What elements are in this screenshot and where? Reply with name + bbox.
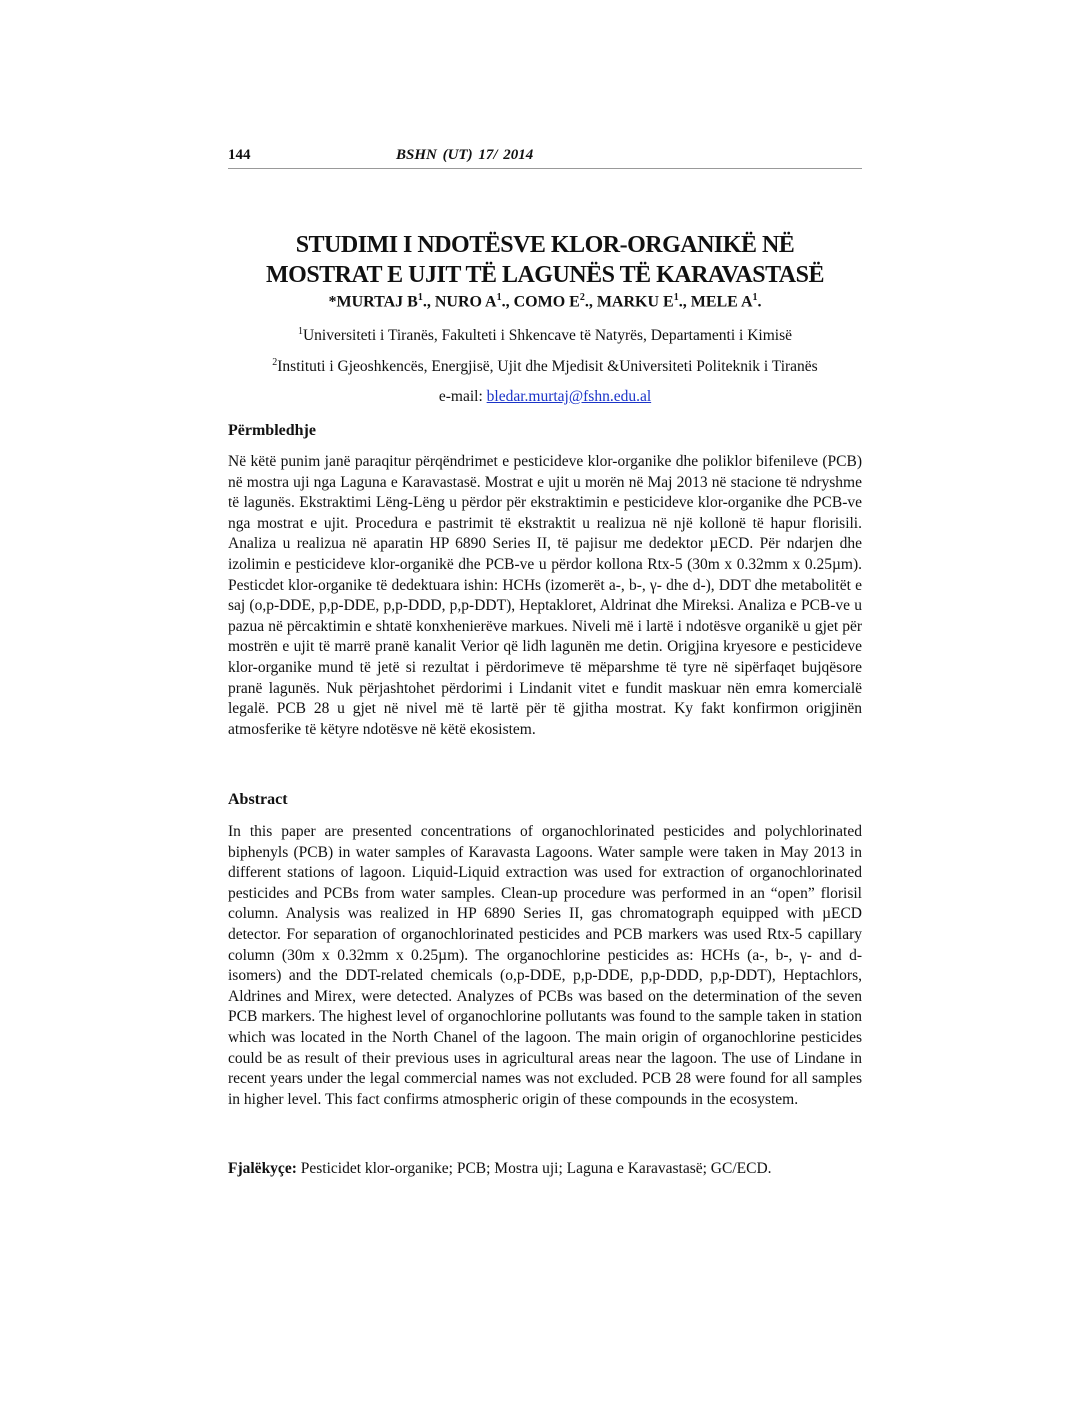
paper-title: [228, 230, 862, 290]
author-5-affil: 1: [752, 292, 758, 303]
author-2-affil: 1: [496, 292, 502, 303]
keywords: [228, 1160, 862, 1178]
abstract-paragraph: In this paper are presented concentrations of organochlorinated pesticides and polychlorinated biphenyls (PCB) in water samples of Karavasta Lagoons. Water sample were taken in May 2013 in different stations of lagoon. Liquid-Liquid extraction was used for extraction of organochlorinated pesticides and PCBs from water samples. Clean-up procedure was performed in an “open” florisil column. Analysis was realized in HP 6890 Series II, gas chromatograph equipped with µECD detector. For separation of organochlorinated pesticides and PCB markers was used Rtx-5 capillary column (30m x 0.32mm x 0.25µm). The organochlorine pesticides as: HCHs (a-, b-, γ- and d-isomers) and the DDT-related chemicals (o,p-DDE, p,p-DDE, p,p-DDD, p,p-DDT), Heptachlors, Aldrines and Mirex, were detected. Analyzes of PCBs was based on the determination of the seven PCB markers. The highest level of organochlorine pollutants was found to the sample taken in station which was located in the North Chanel of the lagoon. The main origin of organochlorine pesticides could be as result of their previous uses in agricultural areas near the lagoon. The use of Lindane in recent years under the legal commercial names was not excluded. PCB 28 were found for all samples in higher level. This fact confirms atmospheric origin of these compounds in the ecosystem.: [228, 823, 862, 1108]
author-2: ., NURO A: [422, 293, 497, 311]
author-1: *MURTAJ B: [328, 293, 418, 311]
author-1-affil: 1: [417, 292, 423, 303]
title-line-2: MOSTRAT E UJIT TË LAGUNËS TË KARAVASTASË: [266, 262, 824, 288]
affiliation-2: [228, 357, 862, 376]
author-3: ., COMO E: [501, 293, 580, 311]
affiliation-2-marker: 2: [272, 357, 278, 368]
affiliation-2-text: Instituti i Gjeoshkencës, Energjisë, Ujit dhe Mjedisit &Universiteti Politeknik i Tiranës: [277, 358, 818, 376]
author-list-end: .: [757, 293, 762, 311]
author-4-affil: 1: [673, 292, 679, 303]
author-list: [228, 292, 862, 311]
running-header: [228, 144, 862, 169]
affiliation-1-text: Universiteti i Tiranës, Fakulteti i Shkencave të Natyrës, Departamenti i Kimisë: [302, 327, 792, 345]
journal-citation: BSHN (UT) 17/ 2014: [396, 147, 534, 163]
contact-email: [228, 388, 862, 406]
heading-abstract: Abstract: [228, 791, 288, 808]
affiliation-1-marker: 1: [297, 326, 303, 337]
author-5: ., MELE A: [678, 293, 753, 311]
author-3-affil: 2: [579, 292, 585, 303]
email-link[interactable]: bledar.murtaj@fshn.edu.al: [486, 388, 652, 405]
email-label: e-mail:: [438, 388, 487, 405]
permbledhje-paragraph: Në këtë punim janë paraqitur përqëndrimet e pesticideve klor-organike dhe poliklor bifenileve (PCB) në mostra uji nga Laguna e Karavastasë. Mostrat e ujit u morën në Maj 2013 në stacione të ndryshme të lagunës. Ekstraktimi Lëng-Lëng u përdor për ekstraktimin e pesticideve klor-organike dhe PCB-ve nga mostrat e ujit. Procedura e pastrimit të ekstraktit u realizua në një kollonë të hapur florisili. Analiza u realizua në aparatin HP 6890 Series II, të pajisur me dedektor µECD. Për ndarjen dhe izolimin e pesticideve klor-organikë dhe PCB-ve u përdor kollona Rtx-5 (30m x 0.32mm x 0.25µm). Pesticdet klor-organike të dedektuara ishin: HCHs (izomerët a-, b-, γ- dhe d-), DDT dhe metabolitët e saj (o,p-DDE, p,p-DDE, p,p-DDD, p,p-DDT), Heptakloret, Aldrinat dhe Mireksi. Analiza e PCB-ve u pazua në përcaktimin e shtatë konxhenierëve markues. Niveli më i lartë i ndotësve organikë u gjet për mostrën e ujit të marrë pranë kanalit Verior që lidh lagunën me detin. Origjina kryesore e pesticideve klor-organike mund të jetë si rezultat i përdorimeve të mëparshme të tyre në sipërfaqet bujqësore pranë lagunës. Nuk përjashtohet përdorimi i Lindanit vitet e fundit maskuar nën emra komercialë legalë. PCB 28 u gjet në nivel më të lartë për të gjitha mostrat. Ky fakt konfirmon origjinën atmosferike të këtyre ndotësve në këtë ekosistem.: [228, 453, 862, 738]
author-4: ., MARKU E: [584, 293, 674, 311]
affiliation-1: [228, 326, 862, 345]
heading-permbledhje: Përmbledhje: [228, 422, 316, 439]
page-number: 144: [228, 147, 251, 163]
keywords-label: Fjalëkyçe:: [228, 1160, 297, 1177]
paper-page: [228, 0, 862, 1408]
keywords-text: Pesticidet klor-organike; PCB; Mostra uji; Laguna e Karavastasë; GC/ECD.: [296, 1160, 772, 1177]
title-line-1: STUDIMI I NDOTËSVE KLOR-ORGANIKË NË: [295, 232, 795, 258]
